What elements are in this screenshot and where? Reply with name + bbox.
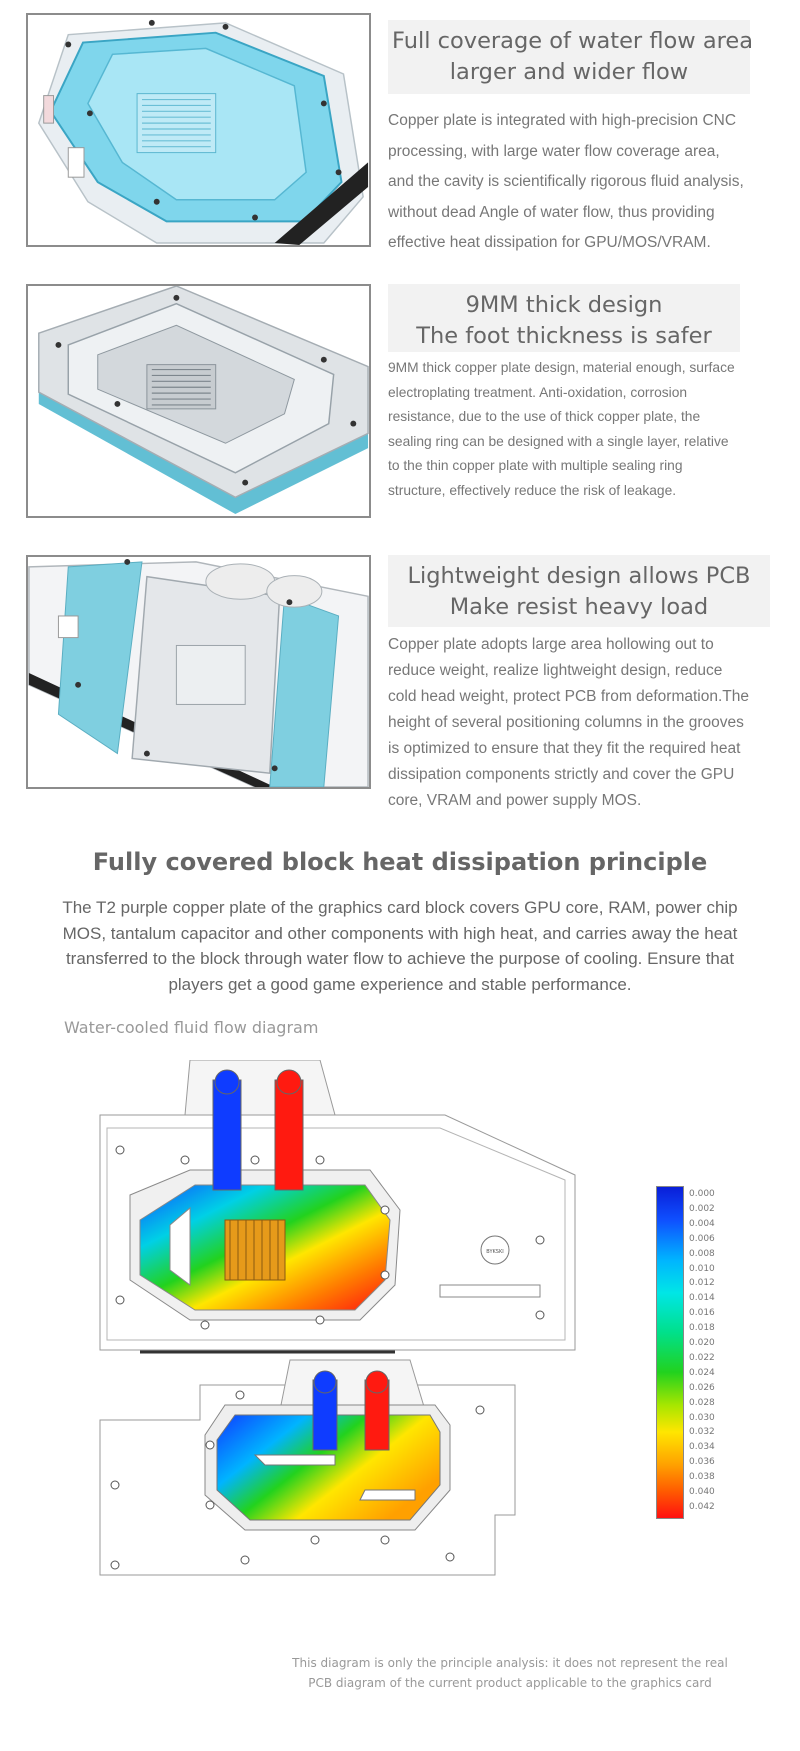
legend-value: 0.000	[689, 1189, 715, 1199]
feature-image-thick-design	[26, 284, 371, 518]
feature-text-line: sealing ring can be designed with a single layer, relative	[388, 433, 729, 449]
diagram-footnote	[250, 1653, 770, 1693]
feature-text-line: Copper plate adopts large area hollowing out to	[388, 636, 714, 653]
feature-text-thick-design	[388, 356, 735, 503]
legend-value: 0.018	[689, 1323, 715, 1334]
legend-value: 0.040	[689, 1487, 715, 1498]
water-block-cyan-illustration	[28, 15, 369, 245]
legend-value: 0.014	[689, 1293, 715, 1304]
principle-heading: Fully covered block heat dissipation principle	[92, 848, 708, 876]
legend-value: 0.006	[689, 1233, 715, 1244]
legend-value: 0.026	[689, 1382, 715, 1393]
legend-value: 0.012	[689, 1278, 715, 1289]
water-block-silver-illustration	[28, 286, 369, 516]
feature-text-line: processing, with large water flow coverage area,	[388, 142, 720, 160]
feature-text-line: and the cavity is scientifically rigorous fluid analysis,	[388, 173, 744, 190]
legend-value: 0.038	[689, 1472, 715, 1483]
principle-body-line: transferred to the block through water flow to achieve the purpose of cooling. Ensure that	[65, 949, 735, 968]
legend-value: 0.024	[689, 1367, 715, 1378]
legend-value: 0.022	[689, 1352, 715, 1363]
legend-value: 0.032	[689, 1427, 715, 1438]
water-block-back-illustration	[28, 557, 369, 787]
footnote-line: PCB diagram of the current product applicable to the graphics card	[308, 1676, 712, 1690]
feature-image-lightweight	[26, 555, 371, 789]
feature-text-line: to the thin copper plate with multiple sealing ring	[388, 458, 683, 473]
svg-text:BYKSKI: BYKSKI	[486, 1249, 504, 1255]
diagram-card-bottom	[100, 1360, 515, 1575]
principle-body-line: players get a good game experience and stable performance.	[168, 974, 632, 994]
legend-labels	[689, 1186, 729, 1519]
feature-image-flow-coverage	[26, 13, 371, 247]
feature-title-line: Full coverage of water flow area	[392, 28, 753, 54]
footnote-line: This diagram is only the principle analysis: it does not represent the real	[292, 1656, 728, 1670]
feature-text-line: effective heat dissipation for GPU/MOS/VRAM.	[388, 234, 711, 251]
diagram-card-top	[100, 1060, 575, 1352]
feature-title-line: larger and wider flow	[449, 59, 689, 85]
legend-value: 0.030	[689, 1412, 715, 1423]
principle-body-line: MOS, tantalum capacitor and other components with high heat, and carries away the heat	[62, 923, 738, 943]
legend-value: 0.020	[689, 1338, 715, 1349]
feature-text-line: electroplating treatment. Anti-oxidation, corrosion	[388, 384, 688, 400]
legend-value: 0.004	[689, 1218, 715, 1229]
feature-title-line: 9MM thick design	[465, 292, 663, 318]
principle-body	[0, 895, 800, 997]
feature-text-line: without dead Angle of water flow, thus providing	[388, 203, 715, 221]
feature-text-lightweight	[388, 632, 749, 814]
feature-title-thick-design	[388, 284, 740, 352]
feature-title-lightweight	[388, 555, 770, 627]
feature-text-line: resistance, due to the use of thick copper plate, the	[388, 409, 701, 424]
feature-text-flow-coverage	[388, 106, 744, 259]
legend-value: 0.034	[689, 1442, 715, 1453]
feature-text-line: 9MM thick copper plate design, material enough, surface	[388, 360, 735, 375]
feature-text-line: reduce weight, realize lightweight design, reduce	[388, 662, 723, 679]
fluid-flow-diagram	[95, 1060, 595, 1640]
legend-color-bar	[656, 1186, 684, 1519]
feature-title-flow-coverage	[388, 20, 753, 94]
feature-text-line: core, VRAM and power supply MOS.	[388, 792, 642, 809]
feature-title-line: Make resist heavy load	[449, 594, 709, 620]
legend-value: 0.028	[689, 1397, 715, 1408]
legend-value: 0.016	[689, 1308, 715, 1319]
principle-body-line: The T2 purple copper plate of the graphics card block covers GPU core, RAM, power chip	[62, 898, 738, 917]
feature-text-line: height of several positioning columns in the grooves	[388, 714, 744, 731]
legend-value: 0.002	[689, 1203, 715, 1214]
flow-legend	[656, 1186, 726, 1519]
feature-title-line: The foot thickness is safer	[416, 323, 712, 349]
feature-text-line: structure, effectively reduce the risk of leakage.	[388, 482, 677, 498]
feature-title-line: Lightweight design allows PCB	[407, 563, 751, 589]
feature-text-line: dissipation components strictly and cover the GPU	[388, 766, 735, 783]
feature-text-line: Copper plate is integrated with high-precision CNC	[388, 112, 737, 129]
feature-text-line: cold head weight, protect PCB from deformation.The	[388, 688, 749, 705]
diagram-title: Water-cooled fluid flow diagram	[64, 1018, 319, 1037]
legend-value: 0.042	[689, 1502, 715, 1512]
legend-value: 0.008	[689, 1248, 715, 1259]
legend-value: 0.036	[689, 1457, 715, 1468]
feature-text-line: is optimized to ensure that they fit the required heat	[388, 740, 741, 757]
legend-value: 0.010	[689, 1263, 715, 1274]
